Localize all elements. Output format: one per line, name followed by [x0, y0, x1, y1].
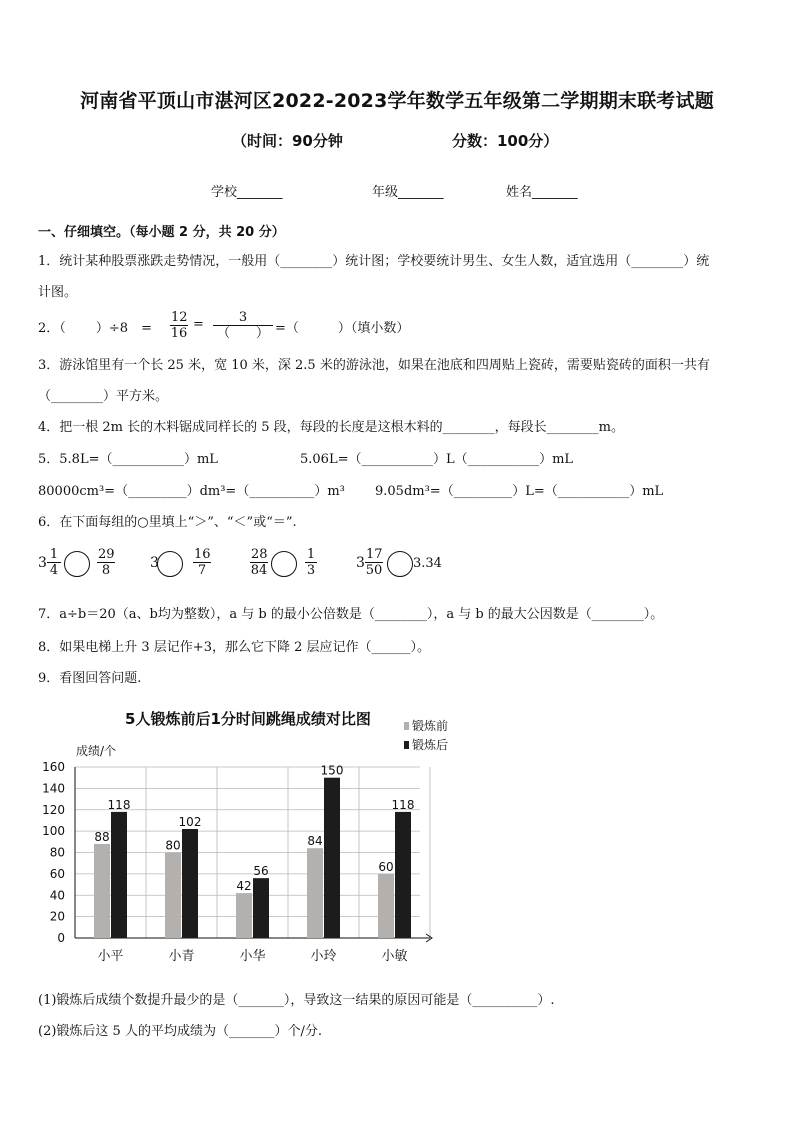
- fraction: $\frac{16}{7}$: [194, 547, 211, 578]
- question-2: 2．（ ）÷8 =: [38, 321, 152, 336]
- y-tick-label: 160: [42, 760, 65, 774]
- bar-after: [182, 829, 198, 938]
- y-tick-label: 20: [49, 909, 65, 924]
- bar-chart: [30, 700, 480, 972]
- question-5d: 9.05dm³=（_________）L=（___________）mL: [375, 484, 664, 499]
- bar-after: [253, 878, 269, 938]
- x-tick-label: 小华: [239, 949, 266, 964]
- y-tick-label: 80: [49, 845, 65, 860]
- chart-title: 5人锻炼前后1分时间跳绳成绩对比图: [125, 710, 371, 728]
- question-7: 7．a÷b＝20（a、b均为整数），a 与 b 的最小公倍数是（________），a 与 b 的最大公因数是（________）。: [38, 607, 664, 622]
- x-tick-label: 小玲: [310, 949, 337, 964]
- x-tick-label: 小平: [97, 949, 124, 964]
- decimal-value: 3.34: [413, 556, 442, 571]
- question-5c: 80000cm³=（_________）dm³=（__________）m³: [38, 484, 345, 499]
- x-tick-label: 小敏: [381, 949, 408, 964]
- data-label: 84: [307, 834, 323, 849]
- legend-swatch: [404, 741, 409, 749]
- bar-after: [324, 778, 340, 938]
- question-9-1: (1)锻炼后成绩个数提升最少的是（_______），导致这一结果的原因可能是（__________）.: [38, 993, 555, 1008]
- question-1: 1．统计某种股票涨跌走势情况，一般用（________）统计图；学校要统计男生、女生人数，适宜选用（________）统: [38, 254, 710, 269]
- bar-after: [111, 812, 127, 938]
- bar-before: [94, 844, 110, 938]
- fraction: $\frac{17}{50}$: [365, 547, 383, 578]
- bar-after: [395, 812, 411, 938]
- fraction: $\frac{28}{84}$: [250, 547, 268, 578]
- data-label: 60: [378, 859, 394, 874]
- question-9: 9．看图回答问题.: [38, 671, 142, 686]
- data-label: 88: [94, 829, 110, 844]
- equals-sign: =: [193, 317, 204, 332]
- compare-circle[interactable]: [271, 551, 297, 577]
- fraction: $\frac{1}{3}$: [306, 547, 316, 578]
- mixed-whole: 3: [38, 555, 47, 571]
- y-tick-label: 140: [42, 781, 65, 796]
- y-tick-label: 40: [49, 888, 65, 903]
- bar-before: [236, 893, 252, 938]
- question-5a: 5．5.8L=（___________）mL: [38, 452, 218, 467]
- bar-before: [165, 853, 181, 939]
- y-tick-label: 0: [57, 931, 65, 945]
- legend-label: 锻炼前: [412, 719, 449, 733]
- question-3-cont: （________）平方米。: [38, 389, 169, 404]
- exam-score: 分数：100分）: [452, 132, 559, 150]
- data-label: 118: [107, 797, 131, 812]
- y-tick-label: 60: [49, 866, 65, 881]
- fraction: $\frac{1}{4}$: [47, 547, 61, 578]
- compare-circle[interactable]: [157, 551, 183, 577]
- bar-before: [378, 874, 394, 938]
- fraction-12-16: $\frac{12}{16}$: [170, 310, 188, 341]
- mixed-whole: 3: [356, 555, 365, 571]
- exam-time: （时间：90分钟: [232, 132, 343, 150]
- y-tick-label: 100: [42, 824, 65, 839]
- bar-before: [307, 848, 323, 938]
- section-heading: 一、仔细填空。（每小题 2 分，共 20 分）: [38, 225, 285, 240]
- data-label: 118: [391, 797, 415, 812]
- fraction-3-blank: 3 （ ）: [213, 310, 273, 341]
- data-label: 102: [178, 814, 202, 829]
- legend-label: 锻炼后: [412, 738, 449, 752]
- compare-circle[interactable]: [64, 551, 90, 577]
- question-2-end: =（ ）（填小数）: [275, 321, 410, 336]
- y-tick-label: 120: [42, 802, 65, 817]
- data-label: 80: [165, 838, 181, 853]
- fraction: $\frac{29}{8}$: [98, 547, 115, 578]
- whole-number: 3: [150, 555, 159, 571]
- question-1-cont: 计图。: [38, 285, 78, 300]
- question-8: 8．如果电梯上升 3 层记作+3，那么它下降 2 层应记作（______）。: [38, 640, 431, 655]
- x-tick-label: 小青: [168, 949, 195, 964]
- compare-circle[interactable]: [387, 551, 413, 577]
- legend-swatch: [404, 722, 409, 730]
- y-axis-label: 成绩/个: [76, 744, 117, 758]
- data-label: 56: [253, 864, 269, 879]
- grade-field: 年级_______: [372, 185, 444, 200]
- question-4: 4．把一根 2m 长的木料锯成同样长的 5 段，每段的长度是这根木料的________，每段长________m。: [38, 420, 624, 435]
- data-label: 150: [320, 763, 344, 778]
- page-title: 河南省平顶山市湛河区2022-2023学年数学五年级第二学期期末联考试题: [80, 90, 714, 112]
- name-field: 姓名_______: [506, 185, 578, 200]
- question-5b: 5.06L=（___________）L（___________）mL: [300, 452, 574, 467]
- question-3: 3．游泳馆里有一个长 25 米，宽 10 米，深 2.5 米的游泳池，如果在池底和四周贴上瓷砖，需要贴瓷砖的面积一共有: [38, 358, 710, 373]
- data-label: 42: [236, 879, 252, 894]
- school-field: 学校_______: [211, 185, 283, 200]
- question-6: 6．在下面每组的○里填上“＞”、“＜”或“＝”.: [38, 515, 297, 530]
- question-9-2: (2)锻炼后这 5 人的平均成绩为（_______）个/分.: [38, 1024, 322, 1039]
